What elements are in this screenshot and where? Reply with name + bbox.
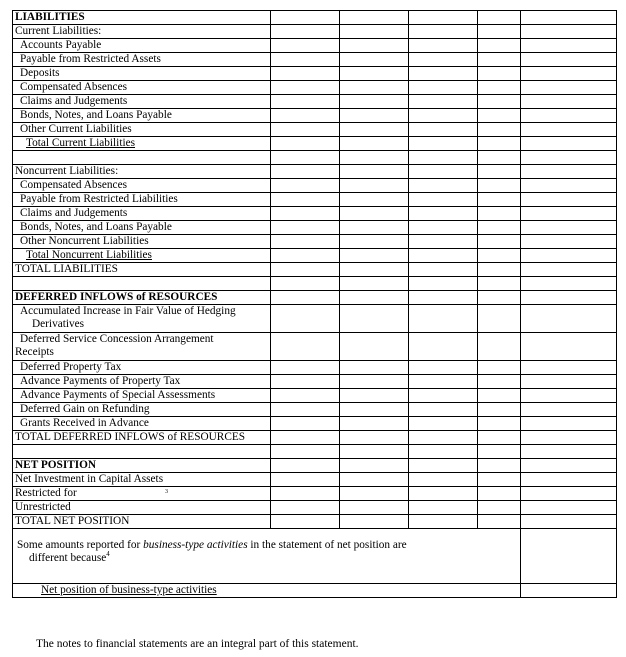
deferred-hedging-amount-cell: [409, 305, 478, 333]
current-item-label: [13, 67, 271, 81]
reconciliation-text-part: Some amounts reported for: [17, 539, 144, 551]
noncurrent-item: [13, 207, 617, 221]
total-net-position: [13, 515, 617, 529]
total-deferred-inflows-amount-cell: [271, 431, 340, 445]
current-item-text: Bonds, Notes, and Loans Payable: [20, 109, 172, 121]
net-position-item-amount-cell: [409, 473, 478, 487]
total-current-liabilities-amount-cell: [271, 137, 340, 151]
noncurrent-item-amount-cell: [521, 193, 617, 207]
total-net-position-amount-cell: [340, 515, 409, 529]
current-liabilities-heading-label: [13, 25, 271, 39]
deferred-item-amount-cell: [521, 361, 617, 375]
current-item-amount-cell: [340, 81, 409, 95]
noncurrent-liabilities-heading: [13, 165, 617, 179]
deferred-item-amount-cell: [340, 417, 409, 431]
net-position-item-amount-cell: [521, 487, 617, 501]
blank-row: [13, 445, 617, 459]
liabilities-heading-amount-cell: [271, 11, 340, 25]
total-current-liabilities-amount-cell: [340, 137, 409, 151]
deferred-heading-label: [13, 291, 271, 305]
current-liabilities-heading-amount-cell: [340, 25, 409, 39]
current-item-amount-cell: [478, 109, 521, 123]
current-item-amount-cell: [409, 123, 478, 137]
noncurrent-item-amount-cell: [271, 235, 340, 249]
noncurrent-item-amount-cell: [521, 235, 617, 249]
total-current-liabilities-amount-cell: [521, 137, 617, 151]
current-item-text: Claims and Judgements: [20, 95, 128, 107]
current-item-amount-cell: [340, 39, 409, 53]
total-noncurrent-liabilities-text: Total Noncurrent Liabilities: [26, 249, 152, 261]
noncurrent-item: [13, 193, 617, 207]
current-item-amount-cell: [409, 109, 478, 123]
net-position-bta-text: Net position of business-type activities: [41, 584, 217, 596]
current-liabilities-heading-amount-cell: [409, 25, 478, 39]
deferred-item: [13, 361, 617, 375]
net-position-heading-amount-cell: [521, 459, 617, 473]
deferred-item-amount-cell: [340, 389, 409, 403]
noncurrent-liabilities-heading-text: Noncurrent Liabilities:: [15, 165, 119, 177]
liabilities-heading-amount-cell: [521, 11, 617, 25]
deferred-item-amount-cell: [271, 361, 340, 375]
current-liabilities-heading-text: Current Liabilities:: [15, 25, 102, 37]
current-item-amount-cell: [271, 123, 340, 137]
blank-row-amount-cell: [271, 445, 340, 459]
current-item-amount-cell: [478, 123, 521, 137]
current-item-amount-cell: [340, 67, 409, 81]
noncurrent-item-amount-cell: [521, 179, 617, 193]
total-net-position-amount-cell: [521, 515, 617, 529]
net-position-heading-amount-cell: [409, 459, 478, 473]
net-position-item-amount-cell: [340, 487, 409, 501]
current-item-amount-cell: [478, 95, 521, 109]
noncurrent-liabilities-heading-amount-cell: [478, 165, 521, 179]
noncurrent-liabilities-heading-amount-cell: [340, 165, 409, 179]
reconciliation-line-2-text: different because: [29, 552, 107, 564]
net-position-item-amount-cell: [340, 473, 409, 487]
net-position-item-amount-cell: [409, 501, 478, 515]
deferred-heading-amount-cell: [409, 291, 478, 305]
noncurrent-item-amount-cell: [340, 221, 409, 235]
current-item-amount-cell: [521, 53, 617, 67]
noncurrent-item-amount-cell: [409, 235, 478, 249]
blank-row-amount-cell: [521, 277, 617, 291]
current-item: [13, 123, 617, 137]
current-item-amount-cell: [521, 39, 617, 53]
liabilities-heading-text: LIABILITIES: [15, 11, 85, 23]
noncurrent-item-label: [13, 193, 271, 207]
deferred-item-label: [13, 361, 271, 375]
deferred-service-concession-amount-cell: [478, 333, 521, 361]
deferred-item-label: [13, 375, 271, 389]
deferred-service-concession-label: [13, 333, 271, 361]
total-noncurrent-liabilities: [13, 249, 617, 263]
deferred-item-text: Advance Payments of Property Tax: [20, 375, 181, 387]
liabilities-heading: [13, 11, 617, 25]
deferred-item-amount-cell: [521, 403, 617, 417]
noncurrent-liabilities-heading-amount-cell: [271, 165, 340, 179]
deferred-heading-amount-cell: [521, 291, 617, 305]
total-net-position-label: [13, 515, 271, 529]
blank-row: [13, 277, 617, 291]
noncurrent-liabilities-heading-amount-cell: [521, 165, 617, 179]
footnote-marker: 4: [106, 550, 110, 559]
net-position-item-label: [13, 487, 271, 501]
current-item-text: Accounts Payable: [20, 39, 102, 51]
blank-row-amount-cell: [521, 151, 617, 165]
net-position-item-text: Net Investment in Capital Assets: [15, 473, 164, 485]
net-position-heading-amount-cell: [271, 459, 340, 473]
current-item-label: [13, 53, 271, 67]
noncurrent-item: [13, 179, 617, 193]
deferred-heading-amount-cell: [340, 291, 409, 305]
current-item-amount-cell: [409, 39, 478, 53]
current-item-amount-cell: [271, 95, 340, 109]
liabilities-heading-amount-cell: [478, 11, 521, 25]
deferred-hedging-label: [13, 305, 271, 333]
deferred-item-amount-cell: [340, 403, 409, 417]
deferred-item-amount-cell: [409, 417, 478, 431]
blank-row-amount-cell: [478, 445, 521, 459]
net-position-item-amount-cell: [478, 501, 521, 515]
blank-row-label: [13, 151, 271, 165]
deferred-item-amount-cell: [409, 389, 478, 403]
noncurrent-item-amount-cell: [340, 235, 409, 249]
net-position-heading: [13, 459, 617, 473]
total-deferred-inflows-text: TOTAL DEFERRED INFLOWS of RESOURCES: [15, 431, 246, 443]
total-deferred-inflows-amount-cell: [409, 431, 478, 445]
total-deferred-inflows-label: [13, 431, 271, 445]
current-item-label: [13, 81, 271, 95]
total-noncurrent-liabilities-amount-cell: [521, 249, 617, 263]
net-position-item: [13, 487, 617, 501]
total-current-liabilities-label: [13, 137, 271, 151]
total-liabilities: [13, 263, 617, 277]
total-noncurrent-liabilities-amount-cell: [409, 249, 478, 263]
total-deferred-inflows: [13, 431, 617, 445]
deferred-service-concession-amount-cell: [340, 333, 409, 361]
deferred-hedging-amount-cell: [340, 305, 409, 333]
total-liabilities-label: [13, 263, 271, 277]
noncurrent-item-amount-cell: [340, 179, 409, 193]
total-net-position-amount-cell: [409, 515, 478, 529]
blank-row-amount-cell: [409, 445, 478, 459]
deferred-item-amount-cell: [521, 375, 617, 389]
total-noncurrent-liabilities-label: [13, 249, 271, 263]
total-current-liabilities-text: Total Current Liabilities: [26, 137, 136, 149]
deferred-item-amount-cell: [271, 375, 340, 389]
noncurrent-item-amount-cell: [478, 193, 521, 207]
total-noncurrent-liabilities-amount-cell: [478, 249, 521, 263]
deferred-hedging-amount-cell: [521, 305, 617, 333]
current-item-amount-cell: [340, 95, 409, 109]
net-position-bta-label: [13, 584, 521, 598]
blank-row-amount-cell: [340, 445, 409, 459]
deferred-item-amount-cell: [478, 375, 521, 389]
current-item-amount-cell: [271, 67, 340, 81]
current-liabilities-heading-amount-cell: [271, 25, 340, 39]
deferred-item-amount-cell: [271, 389, 340, 403]
current-item-label: [13, 39, 271, 53]
current-item-amount-cell: [340, 123, 409, 137]
current-item-text: Other Current Liabilities: [20, 123, 132, 135]
statement-table: [12, 10, 617, 598]
noncurrent-item-amount-cell: [271, 221, 340, 235]
current-item-amount-cell: [478, 39, 521, 53]
deferred-service-concession-amount-cell: [521, 333, 617, 361]
blank-row-amount-cell: [271, 151, 340, 165]
net-position-item-label: [13, 473, 271, 487]
current-item-amount-cell: [409, 95, 478, 109]
noncurrent-item-amount-cell: [478, 207, 521, 221]
reconciliation-text: [13, 529, 521, 584]
deferred-item: [13, 375, 617, 389]
noncurrent-item-amount-cell: [409, 179, 478, 193]
noncurrent-item-amount-cell: [271, 179, 340, 193]
noncurrent-item-amount-cell: [340, 193, 409, 207]
deferred-item-amount-cell: [271, 403, 340, 417]
reconciliation-amount-cell: [521, 529, 617, 584]
reconciliation-line-2: [17, 552, 516, 565]
reconciliation-text-part: in the statement of net position are: [247, 539, 407, 551]
noncurrent-item-amount-cell: [521, 221, 617, 235]
current-item: [13, 109, 617, 123]
total-current-liabilities-amount-cell: [409, 137, 478, 151]
deferred-item-amount-cell: [478, 389, 521, 403]
current-item-amount-cell: [478, 67, 521, 81]
current-item-amount-cell: [521, 81, 617, 95]
net-position-heading-text: NET POSITION: [15, 459, 97, 471]
noncurrent-item-amount-cell: [478, 221, 521, 235]
blank-row-amount-cell: [340, 151, 409, 165]
deferred-item-text: Grants Received in Advance: [20, 417, 149, 429]
current-item-amount-cell: [340, 53, 409, 67]
current-item-amount-cell: [478, 53, 521, 67]
current-item-label: [13, 109, 271, 123]
line-1: Deferred Service Concession Arrangement: [20, 333, 214, 345]
deferred-item-amount-cell: [409, 403, 478, 417]
blank-row-amount-cell: [409, 277, 478, 291]
blank-row-amount-cell: [478, 277, 521, 291]
deferred-service-concession-amount-cell: [271, 333, 340, 361]
noncurrent-item-label: [13, 179, 271, 193]
deferred-item-amount-cell: [340, 375, 409, 389]
deferred-item: [13, 389, 617, 403]
net-position-item-text: Unrestricted: [15, 501, 71, 513]
net-position-heading-label: [13, 459, 271, 473]
current-item-amount-cell: [521, 95, 617, 109]
deferred-item-amount-cell: [521, 417, 617, 431]
deferred-hedging-amount-cell: [478, 305, 521, 333]
total-liabilities-amount-cell: [340, 263, 409, 277]
noncurrent-item-text: Payable from Restricted Liabilities: [20, 193, 178, 205]
current-item-text: Compensated Absences: [20, 81, 127, 93]
noncurrent-item-label: [13, 221, 271, 235]
reconciliation-italic: business-type activities: [143, 539, 248, 551]
deferred-heading-amount-cell: [271, 291, 340, 305]
total-net-position-amount-cell: [478, 515, 521, 529]
net-position-item-amount-cell: [521, 473, 617, 487]
deferred-heading-amount-cell: [478, 291, 521, 305]
net-position-heading-amount-cell: [340, 459, 409, 473]
noncurrent-item-amount-cell: [478, 179, 521, 193]
total-deferred-inflows-amount-cell: [478, 431, 521, 445]
noncurrent-item-amount-cell: [271, 207, 340, 221]
deferred-item-amount-cell: [340, 361, 409, 375]
current-item-amount-cell: [478, 81, 521, 95]
net-position-item: [13, 473, 617, 487]
net-position-item: [13, 501, 617, 515]
liabilities-heading-amount-cell: [340, 11, 409, 25]
footnote-marker: 3: [165, 489, 168, 495]
total-noncurrent-liabilities-amount-cell: [340, 249, 409, 263]
noncurrent-item: [13, 221, 617, 235]
deferred-item-amount-cell: [478, 417, 521, 431]
net-position-item-amount-cell: [271, 487, 340, 501]
net-position-item-amount-cell: [340, 501, 409, 515]
net-position-bta-row: [13, 584, 617, 598]
noncurrent-liabilities-heading-amount-cell: [409, 165, 478, 179]
deferred-item-amount-cell: [478, 403, 521, 417]
current-item-amount-cell: [409, 67, 478, 81]
total-noncurrent-liabilities-amount-cell: [271, 249, 340, 263]
current-item: [13, 53, 617, 67]
total-net-position-text: TOTAL NET POSITION: [15, 515, 130, 527]
blank-row-label: [13, 445, 271, 459]
deferred-item-text: Deferred Property Tax: [20, 361, 122, 373]
total-liabilities-text: TOTAL LIABILITIES: [15, 263, 118, 275]
net-position-heading-amount-cell: [478, 459, 521, 473]
net-position-item-amount-cell: [478, 473, 521, 487]
net-position-item-amount-cell: [271, 501, 340, 515]
net-position-item-amount-cell: [521, 501, 617, 515]
current-item-text: Deposits: [20, 67, 60, 79]
current-item: [13, 39, 617, 53]
noncurrent-item-amount-cell: [271, 193, 340, 207]
noncurrent-item-amount-cell: [409, 221, 478, 235]
blank-row: [13, 151, 617, 165]
current-liabilities-heading: [13, 25, 617, 39]
noncurrent-item-amount-cell: [478, 235, 521, 249]
blank-row-amount-cell: [409, 151, 478, 165]
deferred-item: [13, 403, 617, 417]
blank-row-label: [13, 277, 271, 291]
line-2: Receipts: [15, 346, 54, 358]
current-liabilities-heading-amount-cell: [478, 25, 521, 39]
net-position-item-amount-cell: [478, 487, 521, 501]
current-item-amount-cell: [409, 81, 478, 95]
current-item-label: [13, 95, 271, 109]
total-deferred-inflows-amount-cell: [340, 431, 409, 445]
current-item-amount-cell: [521, 109, 617, 123]
blank-row-amount-cell: [521, 445, 617, 459]
deferred-item-amount-cell: [271, 417, 340, 431]
deferred-item-text: Deferred Gain on Refunding: [20, 403, 150, 415]
deferred-item-amount-cell: [409, 361, 478, 375]
noncurrent-item-amount-cell: [521, 207, 617, 221]
blank-row-amount-cell: [340, 277, 409, 291]
noncurrent-item: [13, 235, 617, 249]
current-item-amount-cell: [271, 81, 340, 95]
footer-note: The notes to financial statements are an integral part of this statement.: [36, 638, 359, 650]
noncurrent-item-text: Claims and Judgements: [20, 207, 128, 219]
total-liabilities-amount-cell: [271, 263, 340, 277]
current-item-amount-cell: [271, 109, 340, 123]
deferred-item-amount-cell: [521, 389, 617, 403]
deferred-item-label: [13, 417, 271, 431]
noncurrent-item-label: [13, 235, 271, 249]
noncurrent-item-amount-cell: [409, 207, 478, 221]
current-liabilities-heading-amount-cell: [521, 25, 617, 39]
current-item-amount-cell: [340, 109, 409, 123]
current-item-text: Payable from Restricted Assets: [20, 53, 161, 65]
current-item: [13, 67, 617, 81]
total-current-liabilities-amount-cell: [478, 137, 521, 151]
reconciliation-row: [13, 529, 617, 584]
current-item-label: [13, 123, 271, 137]
noncurrent-item-text: Other Noncurrent Liabilities: [20, 235, 149, 247]
noncurrent-item-amount-cell: [340, 207, 409, 221]
deferred-service-concession: [13, 333, 617, 361]
net-position-item-label: [13, 501, 271, 515]
net-position-item-amount-cell: [271, 473, 340, 487]
current-item-amount-cell: [271, 53, 340, 67]
total-current-liabilities: [13, 137, 617, 151]
noncurrent-item-text: Compensated Absences: [20, 179, 127, 191]
current-item-amount-cell: [521, 67, 617, 81]
total-deferred-inflows-amount-cell: [521, 431, 617, 445]
deferred-heading: [13, 291, 617, 305]
deferred-item: [13, 417, 617, 431]
deferred-heading-text: DEFERRED INFLOWS of RESOURCES: [15, 291, 218, 303]
noncurrent-item-amount-cell: [409, 193, 478, 207]
liabilities-heading-amount-cell: [409, 11, 478, 25]
deferred-item-label: [13, 389, 271, 403]
total-net-position-amount-cell: [271, 515, 340, 529]
current-item-amount-cell: [521, 123, 617, 137]
net-position-bta-amount-cell: [521, 584, 617, 598]
current-item-amount-cell: [409, 53, 478, 67]
current-item: [13, 95, 617, 109]
deferred-item-label: [13, 403, 271, 417]
deferred-item-amount-cell: [478, 361, 521, 375]
blank-row-amount-cell: [271, 277, 340, 291]
line-1: Accumulated Increase in Fair Value of Hedging: [20, 305, 236, 317]
net-position-item-amount-cell: [409, 487, 478, 501]
line-2: Derivatives: [32, 318, 85, 330]
deferred-item-text: Advance Payments of Special Assessments: [20, 389, 216, 401]
noncurrent-item-text: Bonds, Notes, and Loans Payable: [20, 221, 172, 233]
total-liabilities-amount-cell: [521, 263, 617, 277]
noncurrent-liabilities-heading-label: [13, 165, 271, 179]
total-liabilities-amount-cell: [409, 263, 478, 277]
blank-row-amount-cell: [478, 151, 521, 165]
liabilities-heading-label: [13, 11, 271, 25]
current-item: [13, 81, 617, 95]
net-position-item-text: Restricted for: [15, 487, 77, 499]
total-liabilities-amount-cell: [478, 263, 521, 277]
deferred-hedging: [13, 305, 617, 333]
deferred-service-concession-amount-cell: [409, 333, 478, 361]
current-item-amount-cell: [271, 39, 340, 53]
deferred-item-amount-cell: [409, 375, 478, 389]
noncurrent-item-label: [13, 207, 271, 221]
deferred-hedging-amount-cell: [271, 305, 340, 333]
